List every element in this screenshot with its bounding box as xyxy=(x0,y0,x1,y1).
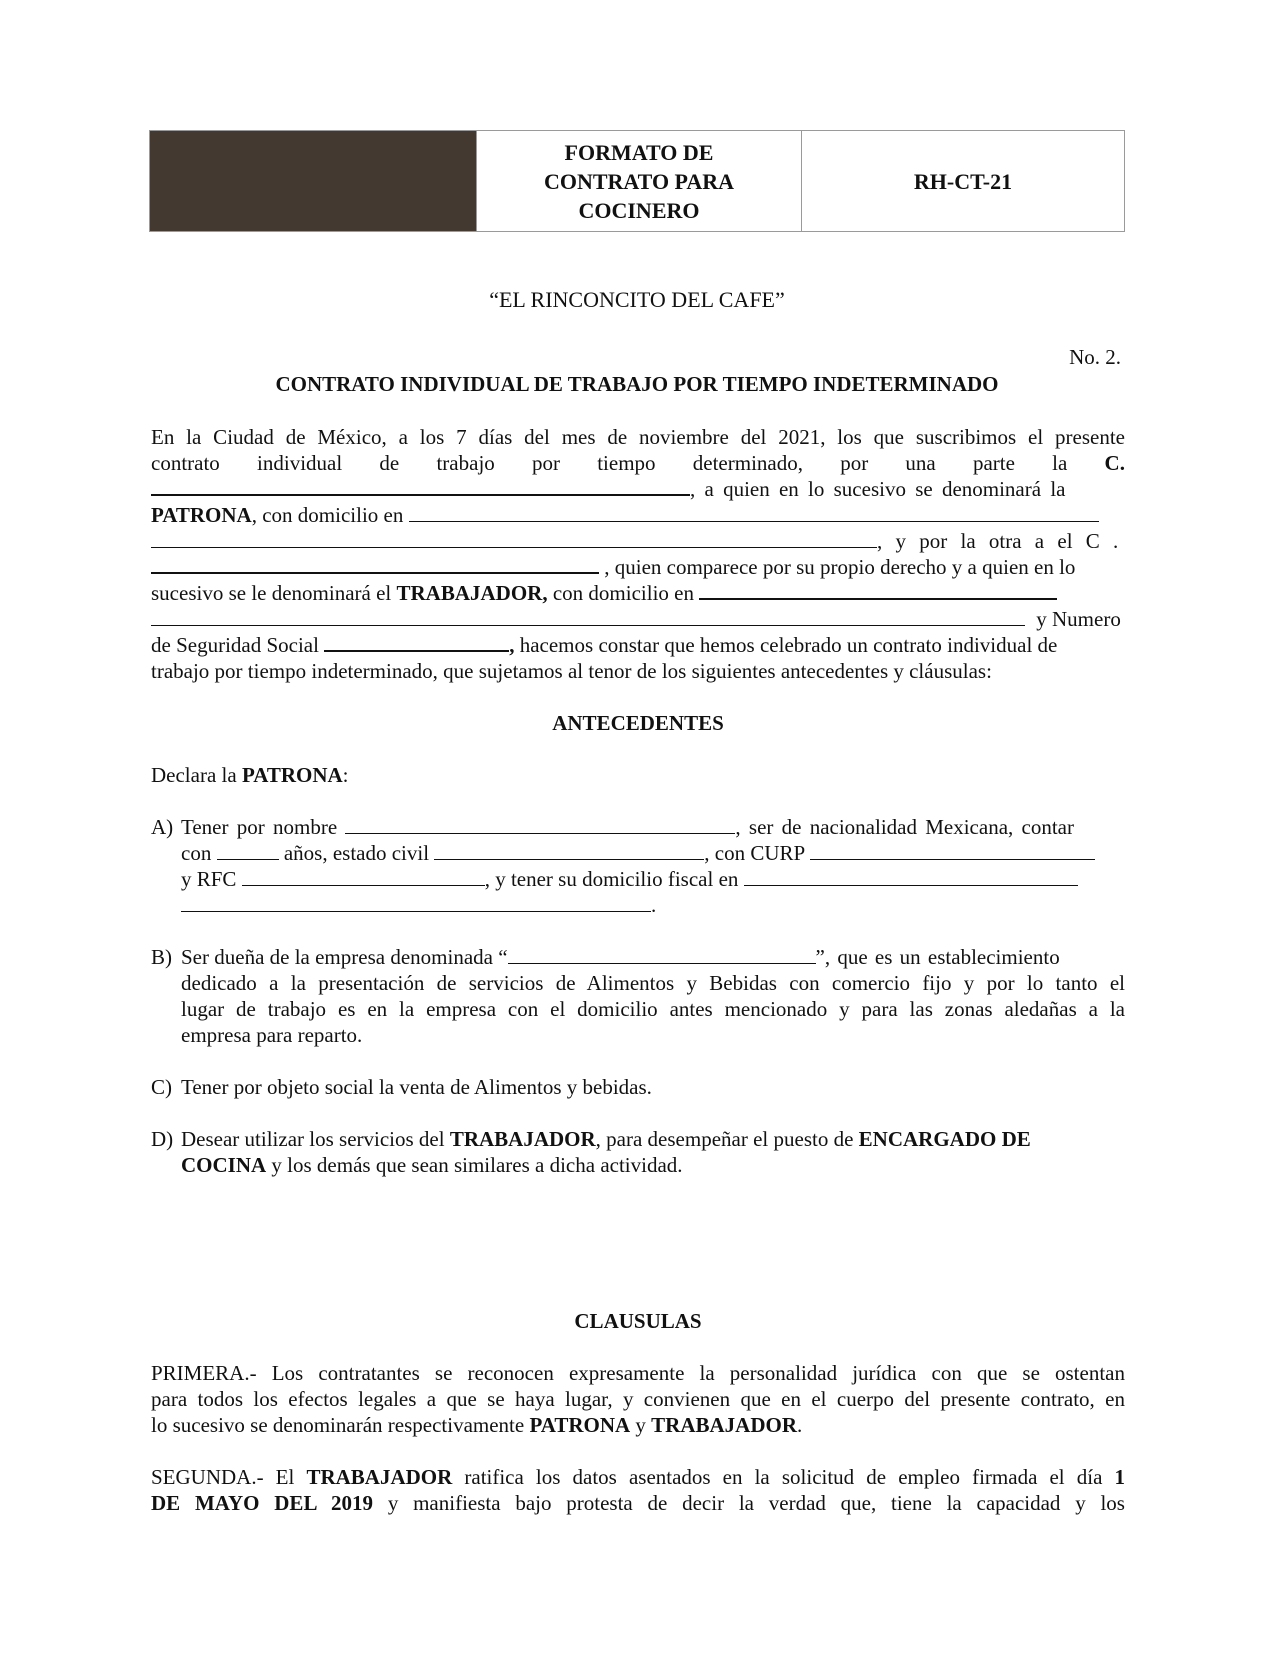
item-text: y RFC xyxy=(181,867,242,891)
clause-segunda-line xyxy=(151,1464,1125,1490)
employer-name-blank xyxy=(151,476,690,496)
patrona-label: PATRONA xyxy=(529,1413,631,1437)
item-text: ”, que es un establecimiento xyxy=(815,945,1060,969)
intro-text: , y por la otra a el C . xyxy=(877,529,1119,553)
trabajador-label: TRABAJADOR xyxy=(306,1465,453,1489)
antecedentes-heading: ANTECEDENTES xyxy=(552,711,724,735)
intro-word: de xyxy=(379,451,400,475)
contract-title: CONTRATO INDIVIDUAL DE TRABAJO POR TIEMPO INDETERMINADO xyxy=(275,372,999,396)
intro-word: contrato xyxy=(151,451,220,475)
item-text: Tener por nombre xyxy=(181,815,346,839)
header-table xyxy=(149,130,1125,232)
fiscal-address-blank xyxy=(181,893,651,912)
intro-word: determinado, xyxy=(692,451,803,475)
item-c-line: Tener por objeto social la venta de Alimentos y bebidas. xyxy=(181,1075,652,1099)
trabajador-label: TRABAJADOR xyxy=(651,1413,798,1437)
curp-blank xyxy=(810,841,1095,860)
format-code: RH-CT-21 xyxy=(801,131,1124,231)
clause-text: SEGUNDA.- El xyxy=(151,1465,307,1489)
company-name: “EL RINCONCITO DEL CAFE” xyxy=(489,287,785,312)
intro-text: sucesivo se le denominará el xyxy=(151,581,397,605)
item-d-line xyxy=(181,1126,1125,1152)
intro-word: C. xyxy=(1104,451,1125,475)
declara-text: Declara la xyxy=(151,763,242,787)
clause-primera-line: PRIMERA.- Los contratantes se reconocen expresamente la personalidad jurídica con que se ostentan xyxy=(151,1361,1125,1385)
item-text: Ser dueña de la empresa denominada “ xyxy=(181,945,508,969)
worker-name-blank xyxy=(151,554,599,574)
nss-blank xyxy=(324,632,509,652)
item-b-line: lugar de trabajo es en la empresa con el domicilio antes mencionado y para las zonas aledañas a la xyxy=(181,997,1125,1021)
intro-text: hacemos constar que hemos celebrado un contrato individual de xyxy=(514,633,1058,657)
item-text: , y tener su domicilio fiscal en xyxy=(484,867,744,891)
clause-text: y manifiesta bajo protesta de decir la verdad que, tiene la capacidad y los xyxy=(373,1491,1125,1515)
patrona-label: PATRONA xyxy=(241,763,343,787)
format-title xyxy=(476,131,801,231)
item-letter-c: C) xyxy=(151,1075,172,1099)
clausulas-heading: CLAUSULAS xyxy=(574,1309,702,1333)
clause-text: lo sucesivo se denominarán respectivamente xyxy=(151,1413,530,1437)
intro-word: una xyxy=(905,451,936,475)
intro-word: trabajo xyxy=(436,451,495,475)
item-b-line: dedicado a la presentación de servicios de Alimentos y Bebidas con comercio fijo y por lo tanto el xyxy=(181,971,1125,995)
intro-text: y Numero xyxy=(1031,607,1121,631)
intro-line xyxy=(151,606,1125,632)
item-text: . xyxy=(651,893,657,917)
trabajador-label: TRABAJADOR xyxy=(449,1127,596,1151)
intro-text: , con domicilio en xyxy=(251,503,404,527)
item-text: , con CURP xyxy=(704,841,810,865)
contract-number: No. 2. xyxy=(1069,345,1121,369)
item-text: , para desempeñar el puesto de xyxy=(595,1127,859,1151)
name-blank xyxy=(345,815,735,834)
item-text: Desear utilizar los servicios del xyxy=(181,1127,450,1151)
item-d-line xyxy=(181,1152,1125,1178)
clause-text: y xyxy=(630,1413,652,1437)
item-text: y los demás que sean similares a dicha actividad. xyxy=(266,1153,683,1177)
item-text: con xyxy=(181,841,217,865)
intro-text: , quien comparece por su propio derecho y a quien en lo xyxy=(599,555,1076,579)
age-blank xyxy=(217,841,279,860)
intro-line: trabajo por tiempo indeterminado, que sujetamos al tenor de los siguientes antecedentes y cláusulas: xyxy=(151,659,992,683)
intro-word: por xyxy=(840,451,869,475)
company-logo-block xyxy=(150,131,476,231)
intro-word: tiempo xyxy=(597,451,656,475)
item-text: años, estado civil xyxy=(278,841,435,865)
intro-line xyxy=(151,476,1125,502)
civil-status-blank xyxy=(434,841,704,860)
format-title-line: FORMATO DE xyxy=(564,139,714,165)
fiscal-address-blank xyxy=(744,867,1078,886)
item-a-line xyxy=(181,814,1125,840)
intro-line xyxy=(151,580,1125,606)
company-name-blank xyxy=(508,945,816,964)
intro-text: , a quien en lo sucesivo se denominará la xyxy=(690,477,1066,501)
position-label: COCINA xyxy=(181,1153,267,1177)
employer-address-blank xyxy=(151,529,877,548)
item-text: , ser de nacionalidad Mexicana, contar xyxy=(735,815,1074,839)
intro-line: En la Ciudad de México, a los 7 días del mes de noviembre del 2021, los que suscribimos el presente xyxy=(151,425,1125,449)
item-b-line: empresa para reparto. xyxy=(181,1023,363,1047)
position-label: ENCARGADO DE xyxy=(858,1127,1031,1151)
intro-text: con domicilio en xyxy=(547,581,694,605)
item-a-line xyxy=(181,892,1125,918)
intro-line xyxy=(151,450,1125,476)
format-title-line: COCINERO xyxy=(578,197,700,223)
intro-line xyxy=(151,528,1125,554)
clause-text: . xyxy=(797,1413,803,1437)
rfc-blank xyxy=(242,867,485,886)
declara-text: : xyxy=(342,763,349,787)
item-letter-a: A) xyxy=(151,815,174,839)
item-b-line xyxy=(181,944,1125,970)
intro-word: individual xyxy=(257,451,343,475)
clause-segunda-line xyxy=(151,1490,1125,1516)
item-letter-b: B) xyxy=(151,945,172,969)
intro-word: la xyxy=(1052,451,1068,475)
intro-line xyxy=(151,502,1125,528)
date-text: DE MAYO DEL 2019 xyxy=(151,1491,374,1515)
intro-word: por xyxy=(532,451,560,475)
item-letter-d: D) xyxy=(151,1127,174,1151)
intro-line xyxy=(151,632,1125,658)
trabajador-label: TRABAJADOR, xyxy=(396,581,548,605)
clause-primera-line: para todos los efectos legales a que se haya lugar, y convienen que en el cuerpo del presente contrato, en xyxy=(151,1387,1125,1411)
date-text: 1 xyxy=(1114,1465,1125,1489)
intro-text: de Seguridad Social xyxy=(151,633,325,657)
clause-text: ratifica los datos asentados en la solicitud de empleo firmada el día xyxy=(452,1465,1115,1489)
worker-address-blank xyxy=(151,607,1025,626)
intro-text: , xyxy=(509,633,515,657)
intro-line xyxy=(151,554,1125,580)
item-a-line xyxy=(181,866,1125,892)
patrona-label: PATRONA xyxy=(151,503,252,527)
clause-primera-line xyxy=(151,1412,1125,1438)
declara-line xyxy=(151,762,1125,788)
employer-address-blank xyxy=(409,503,1099,522)
item-a-line xyxy=(181,840,1125,866)
intro-word: parte xyxy=(972,451,1015,475)
format-title-line: CONTRATO PARA xyxy=(543,168,735,194)
worker-address-blank xyxy=(699,580,1057,600)
